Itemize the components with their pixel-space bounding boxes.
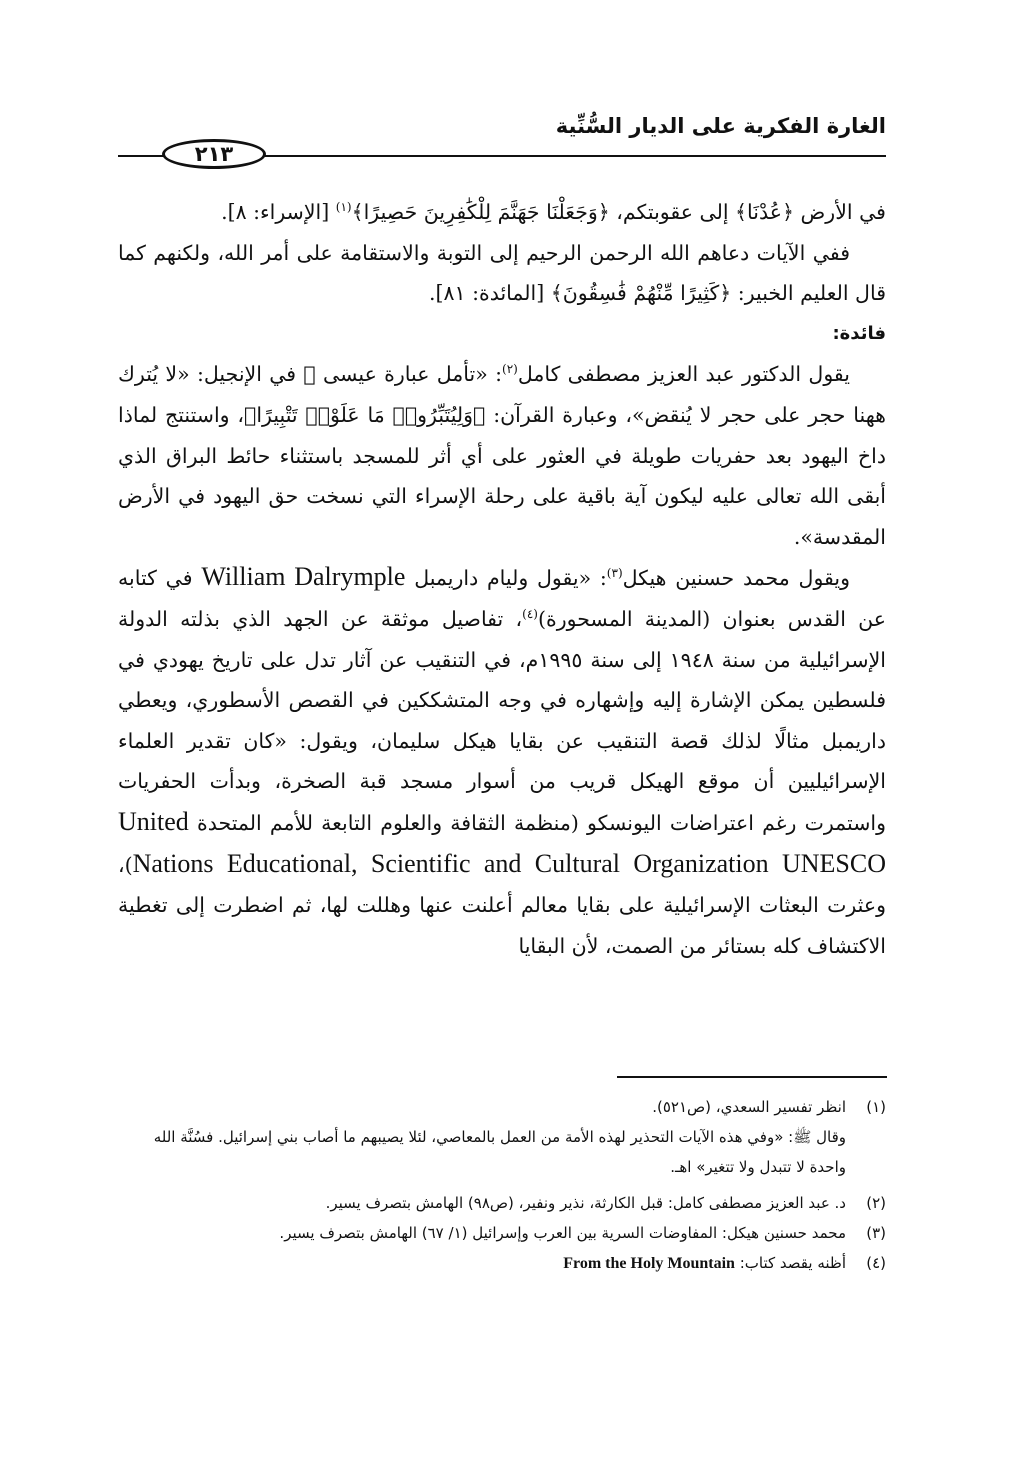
footnote-ref-2[interactable]: (٢) [502,362,518,377]
latin-org-name: United Nations Educational, Scientific and Cultural Organization UNESCO [118,806,886,878]
paragraph-3: يقول الدكتور عبد العزيز مصطفى كامل$^{(٢)}$: «تأمل عبارة عيسى ﷺ في الإنجيل: «لا يُترك ههنا حجر على حجر لا يُنقض»، وعبارة القرآن: ﴿وَلِيُتَبِّرُوا۟ مَا عَلَوْا۟ تَتْبِيرًا﴾، واستنتج لماذا داخ اليهود بعد حفريات طويلة في العثور على أي أثر للمسجد باستثناء حائط البراق الذي أبقى الله تعالى عليه ليكون آية باقية على رحلة الإسراء التي نسخت حق اليهود في الأرض المقدسة». [118,362,886,549]
paragraph-1: في الأرض ﴿عُدْنَا﴾ إلى عقوبتكم، ﴿وَجَعَلْنَا جَهَنَّمَ لِلْكَٰفِرِينَ حَصِيرًا﴾$^{(١)}$ [الإسراء: ٨]. [221,200,886,224]
paragraph-4: ويقول محمد حسنين هيكل$^{(٣)}$: «يقول وليام داريمبل William Dalrymple في كتابه عن القدس بعنوان (المدينة المسحورة)$^{(٤)}$، تفاصيل موثقة عن الجهد الذي بذلته الدولة الإسرائيلية من سنة ١٩٤٨ إلى سنة ١٩٩٥م، في التنقيب عن آثار تدل على تاريخ يهودي في فلسطين يمكن الإشارة إليه وإشهاره في وجه المتشككين في القصص الأسطوري، ويعطي داريمبل مثالًا لذلك قصة التنقيب عن بقايا هيكل سليمان، ويقول: «كان تقدير العلماء الإسرائيليين أن موقع الهيكل قريب من أسوار مسجد قبة الصخرة، وبدأت الحفريات واستمرت رغم اعتراضات اليونسكو (منظمة الثقافة والعلوم التابعة للأمم المتحدة United Nations Educational, Scientific and Cultural Organization UNESCO)، وعثرت البعثات الإسرائيلية على بقايا معالم أعلنت عنها وهللت لها، ثم اضطرت إلى تغطية الاكتشاف كله بستائر من الصمت، لأن البقايا [118,562,886,958]
footnote-ref-1[interactable]: (١) [335,200,352,215]
footnote-4: (٤) أظنه يقصد كتاب: From the Holy Mountain [563,1254,886,1272]
footnote-1: (١) انظر تفسير السعدي، (ص٥٢١). [652,1098,886,1116]
footnotes [118,1092,886,1279]
book-title-latin: From the Holy Mountain [563,1255,735,1272]
paragraph-2: ففي الآيات دعاهم الله الرحمن الرحيم إلى التوبة والاستقامة على أمر الله، ولكنهم كما قال العليم الخبير: ﴿كَثِيرًا مِّنْهُمْ فَٰسِقُونَ﴾ [المائدة: ٨١]. [118,240,886,306]
running-title: الغارة الفكرية على الديار السُّنِّية [555,114,886,138]
footnote-ref-4[interactable]: (٤) [522,607,538,622]
latin-name: William Dalrymple [201,562,406,592]
page-header [118,110,886,170]
footnote-ref-3[interactable]: (٣) [606,566,623,581]
main-text [118,192,886,966]
page-number-badge: ٢١٣ [162,139,266,169]
footnote-rule [617,1076,887,1078]
section-heading: فائدة: [832,322,886,344]
footnote-1-continuation: وقال ﷺ: «وفي هذه الآيات التحذير لهذه الأمة من العمل بالمعاصي، لئلا يصيبهم ما أصاب بني إسرائيل. فسُنَّة الله واحدة لا تتبدل ولا تتغير» اهـ. [153,1128,846,1176]
footnote-3: (٣) محمد حسنين هيكل: المفاوضات السرية بين العرب وإسرائيل (١/ ٦٧) الهامش بتصرف يسير. [279,1224,886,1242]
footnote-2: (٢) د. عبد العزيز مصطفى كامل: قبل الكارثة، نذير ونفير، (ص٩٨) الهامش بتصرف يسير. [325,1194,886,1212]
